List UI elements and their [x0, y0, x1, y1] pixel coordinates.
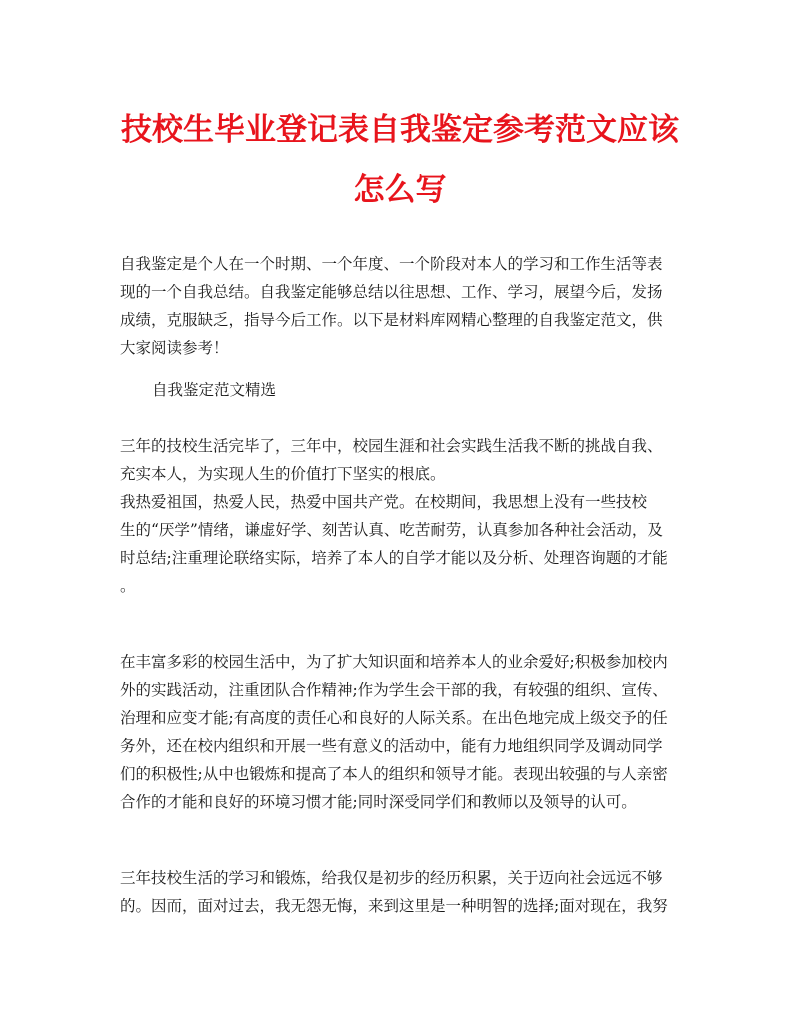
text-line: 时总结;注重理论联络实际，培养了本人的自学才能以及分析、处理咨询题的才能: [120, 549, 668, 567]
text-line: 我热爱祖国，热爱人民，热爱中国共产党。在校期间，我思想上没有一些技校: [120, 493, 648, 511]
text-line: 自我鉴定是个人在一个时期、一个年度、一个阶段对本人的学习和工作生活等表: [120, 255, 663, 273]
text-line: 充实本人，为实现人生的价值打下坚实的根底。: [120, 465, 446, 483]
page-title-line-2: 怎么写: [353, 172, 447, 208]
subheading-text: 自我鉴定范文精选: [152, 381, 277, 399]
text-line: 在丰富多彩的校园生活中，为了扩大知识面和培养本人的业余爱好;积极参加校内: [120, 653, 668, 671]
text-line: 的。因而，面对过去，我无怨无悔，来到这里是一种明智的选择;面对现在，我努: [120, 897, 668, 915]
text-line: 现的一个自我总结。自我鉴定能够总结以往思想、工作、学习，展望今后，发扬: [120, 283, 663, 301]
text-line: 生的“厌学”情绪，谦虚好学、刻苦认真、吃苦耐劳，认真参加各种社会活动，及: [120, 521, 663, 539]
text-line: 们的积极性;从中也锻炼和提高了本人的组织和领导才能。表现出较强的与人亲密: [120, 765, 668, 783]
text-line: 务外，还在校内组织和开展一些有意义的活动中，能有力地组织同学及调动同学: [120, 737, 663, 755]
text-line: 合作的才能和良好的环境习惯才能;同时深受同学们和教师以及领导的认可。: [120, 793, 637, 811]
page-title-line-1: 技校生毕业登记表自我鉴定参考范文应该: [121, 112, 679, 148]
text-line: 大家阅读参考！: [120, 339, 229, 357]
subheading: [152, 376, 722, 404]
text-line: 治理和应变才能;有高度的责任心和良好的人际关系。在出色地完成上级交予的任: [120, 709, 668, 727]
text-line: 外的实践活动，注重团队合作精神;作为学生会干部的我，有较强的组织、宣传、: [120, 681, 668, 699]
text-line: 三年的技校生活完毕了，三年中，校园生涯和社会实践生活我不断的挑战自我、: [120, 437, 663, 455]
text-line: 。: [120, 577, 136, 595]
paragraph-4: [120, 864, 690, 920]
paragraph-1: [120, 432, 690, 488]
intro-paragraph: [120, 250, 690, 362]
text-line: 三年技校生活的学习和锻炼，给我仅是初步的经历积累，关于迈向社会远远不够: [120, 869, 663, 887]
paragraph-3: [120, 648, 690, 816]
text-line: 成绩，克服缺乏，指导今后工作。以下是材料库网精心整理的自我鉴定范文，供: [120, 311, 663, 329]
paragraph-2: [120, 488, 690, 600]
